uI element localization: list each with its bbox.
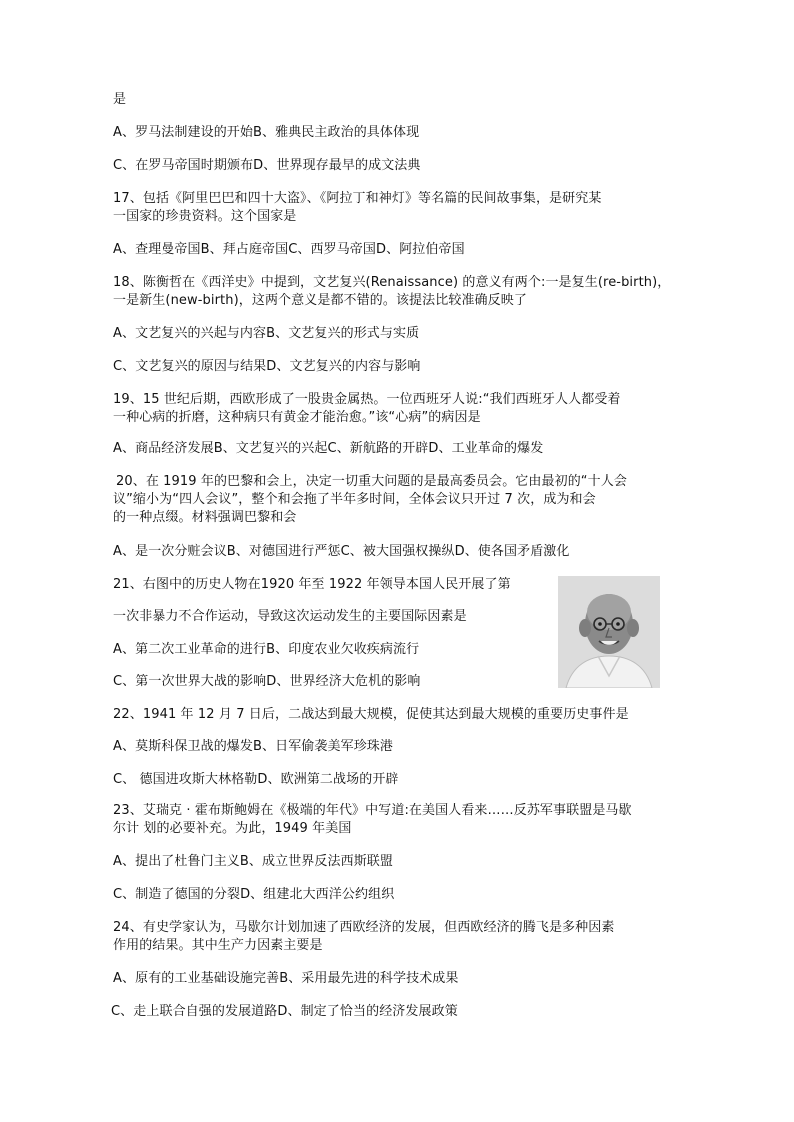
question-16-options-ab: A、罗马法制建设的开始B、雅典民主政治的具体体现 — [113, 125, 420, 140]
question-24-options-ab: A、原有的工业基础设施完善B、采用最先进的科学技术成果 — [113, 971, 459, 986]
question-21-stem-line2: 一次非暴力不合作运动，导致这次运动发生的主要国际因素是 — [113, 609, 467, 624]
question-24-stem-line1: 24、有史学家认为，马歇尔计划加速了西欧经济的发展，但西欧经济的腾飞是多种因素 — [113, 920, 615, 935]
question-21-stem-line1: 21、右图中的历史人物在1920 年至 1922 年领导本国人民开展了第 — [113, 577, 511, 592]
question-23-stem-line1: 23、艾瑞克 · 霍布斯鲍姆在《极端的年代》中写道:在美国人看来……反苏军事联盟是马歇 — [113, 803, 632, 818]
question-22-options-ab: A、莫斯科保卫战的爆发B、日军偷袭美军珍珠港 — [113, 739, 394, 754]
question-23-options-cd: C、制造了德国的分裂D、组建北大西洋公约组织 — [113, 887, 395, 902]
question-16-options-cd: C、在罗马帝国时期颁布D、世界现存最早的成文法典 — [113, 158, 421, 173]
question-22-stem: 22、1941 年 12 月 7 日后，二战达到最大规模，促使其达到最大规模的重要历史事件是 — [113, 707, 629, 722]
question-20-options: A、是一次分赃会议B、对德国进行严惩C、被大国强权操纵D、使各国矛盾激化 — [113, 544, 570, 559]
question-20-stem-line1: 20、在 1919 年的巴黎和会上，决定一切重大问题的是最高委员会。它由最初的“十人会 — [116, 474, 627, 489]
question-17-options: A、查理曼帝国B、拜占庭帝国C、西罗马帝国D、阿拉伯帝国 — [113, 242, 465, 257]
question-19-stem-line1: 19、15 世纪后期，西欧形成了一股贵金属热。一位西班牙人说:“我们西班牙人人都受着 — [113, 392, 621, 407]
question-19-stem-line2: 一种心病的折磨，这种病只有黄金才能治愈。”该“心病”的病因是 — [113, 410, 481, 425]
question-18-stem-line1: 18、陈衡哲在《西洋史》中提到，文艺复兴(Renaissance) 的意义有两个:一是复生(re-birth)， — [113, 275, 671, 290]
question-18-options-ab: A、文艺复兴的兴起与内容B、文艺复兴的形式与实质 — [113, 326, 420, 341]
question-21-options-cd: C、第一次世界大战的影响D、世界经济大危机的影响 — [113, 674, 421, 689]
question-20-stem-line3: 的一种点缀。材料强调巴黎和会 — [113, 510, 297, 525]
question-18-stem-line2: 一是新生(new-birth)，这两个意义是都不错的。该提法比较准确反映了 — [113, 293, 527, 308]
historical-figure-photo — [558, 576, 660, 688]
question-22-options-cd: C、 德国进攻斯大林格勒D、欧洲第二战场的开辟 — [113, 772, 399, 787]
question-16-stem-end: 是 — [113, 92, 127, 107]
question-21-options-ab: A、第二次工业革命的进行B、印度农业欠收疾病流行 — [113, 642, 420, 657]
question-23-options-ab: A、提出了杜鲁门主义B、成立世界反法西斯联盟 — [113, 854, 394, 869]
question-17-stem-line1: 17、包括《阿里巴巴和四十大盗》、《阿拉丁和神灯》等名篇的民间故事集，是研究某 — [113, 191, 602, 206]
question-23-stem-line2: 尔计 划的必要补充。为此，1949 年美国 — [113, 821, 352, 836]
question-18-options-cd: C、文艺复兴的原因与结果D、文艺复兴的内容与影响 — [113, 359, 421, 374]
question-20-stem-line2: 议”缩小为“四人会议”，整个和会拖了半年多时间，全体会议只开过 7 次，成为和会 — [113, 492, 596, 507]
question-24-stem-line2: 作用的结果。其中生产力因素主要是 — [113, 938, 323, 953]
question-19-options: A、商品经济发展B、文艺复兴的兴起C、新航路的开辟D、工业革命的爆发 — [113, 441, 544, 456]
question-24-options-cd: C、走上联合自强的发展道路D、制定了恰当的经济发展政策 — [111, 1004, 458, 1019]
question-17-stem-line2: 一国家的珍贵资料。这个国家是 — [113, 209, 297, 224]
portrait-image — [558, 576, 660, 688]
